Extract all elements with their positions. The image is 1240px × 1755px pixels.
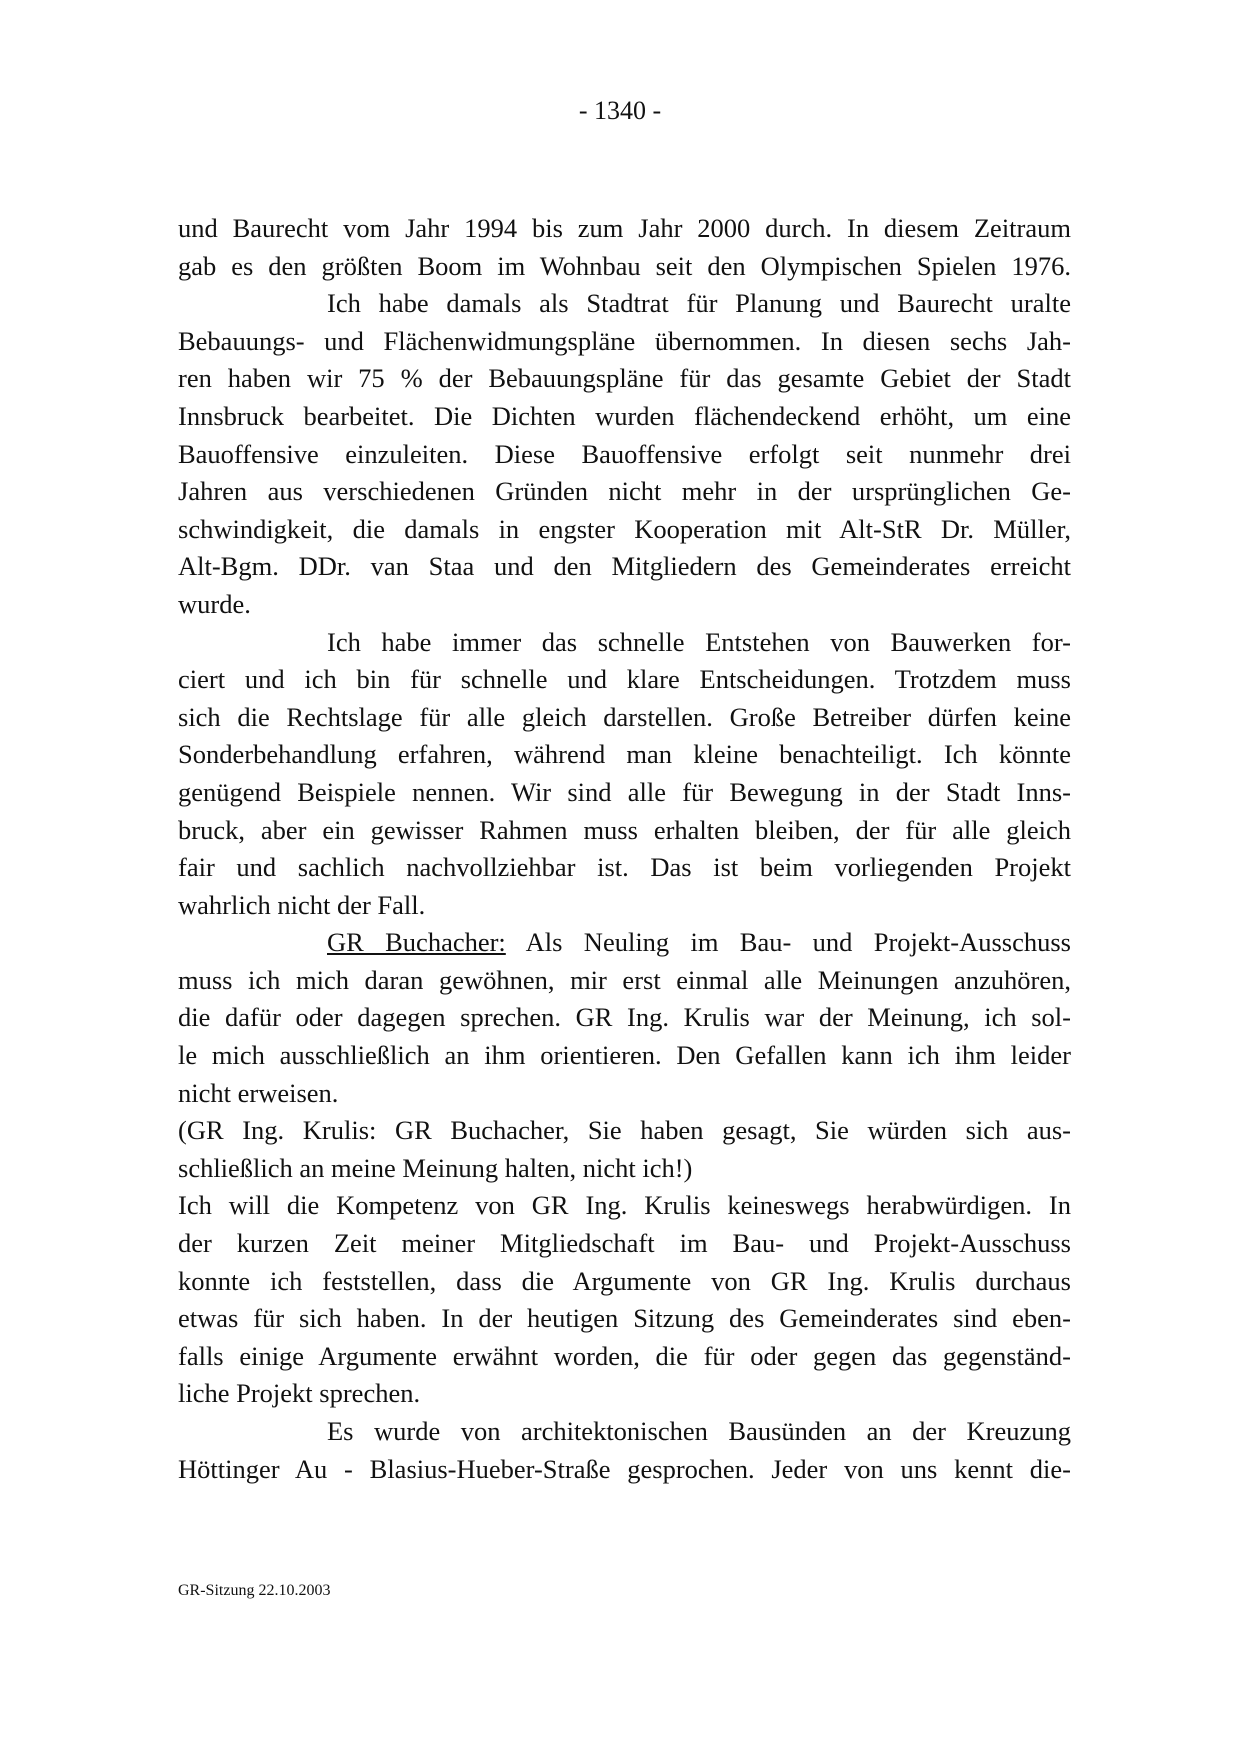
text-line: bruck, aber ein gewisser Rahmen muss erhalten bleiben, der für alle gleich — [178, 814, 1071, 845]
text-line: Ich habe immer das schnelle Entstehen von Bauwerken for- — [327, 626, 1071, 657]
text-line: Bebauungs- und Flächenwidmungspläne übernommen. In diesen sechs Jah- — [178, 325, 1071, 356]
text-line: gab es den größten Boom im Wohnbau seit den Olympischen Spielen 1976. — [178, 250, 1071, 281]
text-line: Innsbruck bearbeitet. Die Dichten wurden flächendeckend erhöht, um eine — [178, 400, 1071, 431]
footer: GR-Sitzung 22.10.2003 — [178, 1582, 331, 1599]
text-line: etwas für sich haben. In der heutigen Sitzung des Gemeinderates sind eben- — [178, 1303, 1071, 1334]
text-line: ren haben wir 75 % der Bebauungspläne für das gesamte Gebiet der Stadt — [178, 363, 1071, 394]
text-line: (GR Ing. Krulis: GR Buchacher, Sie haben gesagt, Sie würden sich aus- — [178, 1115, 1071, 1146]
text-line: Es wurde von architektonischen Bausünden an der Kreuzung — [327, 1416, 1071, 1446]
text-line: wurde. — [178, 588, 251, 619]
text-line: Jahren aus verschiedenen Gründen nicht mehr in der ursprünglichen Ge- — [178, 476, 1071, 507]
speaker-label: GR Buchacher: — [327, 927, 506, 958]
text-line: schwindigkeit, die damals in engster Kooperation mit Alt-StR Dr. Müller, — [178, 513, 1071, 544]
page-number: - 1340 - — [578, 96, 662, 125]
text-line: wahrlich nicht der Fall. — [178, 889, 426, 920]
text-line: die dafür oder dagegen sprechen. GR Ing. Krulis war der Meinung, ich sol- — [178, 1002, 1071, 1033]
text-line: Als Neuling im Bau- und Projekt-Ausschuss — [525, 927, 1071, 958]
text-line: le mich ausschließlich an ihm orientieren. Den Gefallen kann ich ihm leider — [178, 1040, 1071, 1071]
text-line: schließlich an meine Meinung halten, nicht ich!) — [178, 1152, 693, 1183]
text-line: muss ich mich daran gewöhnen, mir erst einmal alle Meinungen anzuhören, — [178, 964, 1071, 995]
speaker-line — [178, 924, 1071, 962]
text-line: genügend Beispiele nennen. Wir sind alle für Bewegung in der Stadt Inns- — [178, 776, 1071, 807]
text-line: sich die Rechtslage für alle gleich darstellen. Große Betreiber dürfen keine — [178, 701, 1071, 732]
text-line: fair und sachlich nachvollziehbar ist. Das ist beim vorliegenden Projekt — [178, 852, 1071, 883]
text-line: der kurzen Zeit meiner Mitgliedschaft im Bau- und Projekt-Ausschuss — [178, 1228, 1071, 1259]
text-line: Bauoffensive einzuleiten. Diese Bauoffensive erfolgt seit nunmehr drei — [178, 438, 1071, 469]
text-line: nicht erweisen. — [178, 1077, 339, 1108]
body-text — [178, 210, 1071, 1488]
text-line: ciert und ich bin für schnelle und klare Entscheidungen. Trotzdem muss — [178, 664, 1071, 695]
text-line: Alt-Bgm. DDr. van Staa und den Mitgliedern des Gemeinderates erreicht — [178, 551, 1071, 582]
text-line: konnte ich feststellen, dass die Argumente von GR Ing. Krulis durchaus — [178, 1265, 1071, 1296]
text-line: Höttinger Au - Blasius-Hueber-Straße gesprochen. Jeder von uns kennt die- — [178, 1453, 1071, 1484]
text-line: Ich will die Kompetenz von GR Ing. Krulis keineswegs herabwürdigen. In — [178, 1190, 1071, 1221]
text-line: liche Projekt sprechen. — [178, 1378, 421, 1409]
text-line: Ich habe damals als Stadtrat für Planung und Baurecht uralte — [327, 288, 1071, 319]
text-line: falls einige Argumente erwähnt worden, die für oder gegen das gegenständ- — [178, 1340, 1071, 1371]
text-line: Sonderbehandlung erfahren, während man kleine benachteiligt. Ich könnte — [178, 739, 1071, 770]
text-line: und Baurecht vom Jahr 1994 bis zum Jahr 2000 durch. In diesem Zeitraum — [178, 213, 1071, 243]
